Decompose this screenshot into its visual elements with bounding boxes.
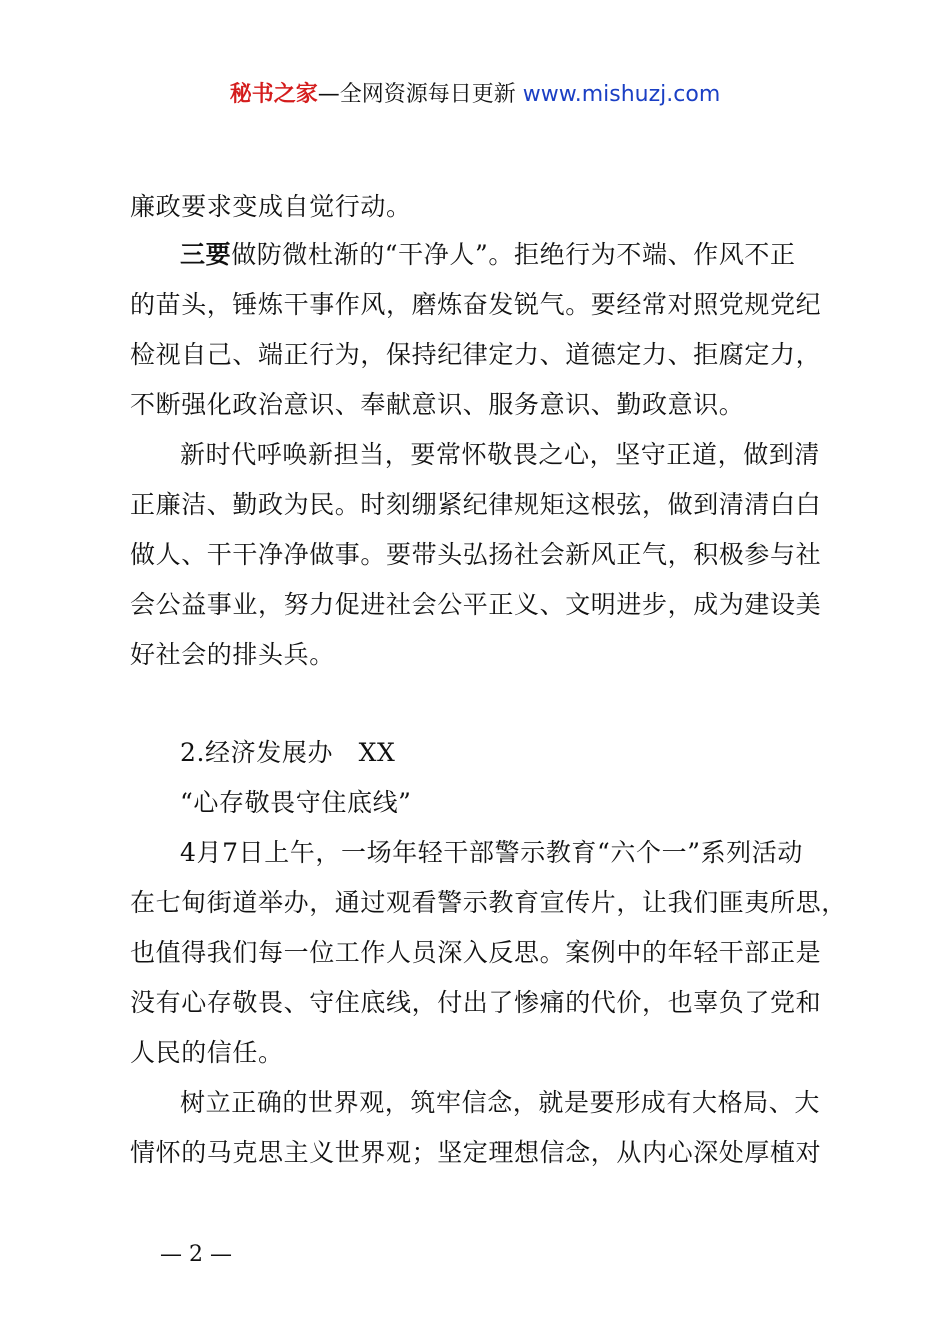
- site-banner: [0, 78, 950, 112]
- paragraph-line: 检视自己、端正行为，保持纪律定力、道德定力、拒腐定力，: [130, 340, 822, 369]
- section-heading: 2.经济发展办 XX: [180, 738, 396, 767]
- site-url-link[interactable]: www.mishuzj.com: [522, 82, 721, 107]
- paragraph-line: 在七甸街道举办，通过观看警示教育宣传片，让我们匪夷所思，: [130, 888, 847, 917]
- emphasis-label: 三要: [180, 240, 232, 269]
- paragraph-text: 做防微杜渐的“干净人”。拒绝行为不端、作风不正: [231, 240, 796, 269]
- brand-name: 秘书之家: [229, 82, 318, 107]
- paragraph-line: 的苗头，锤炼干事作风，磨炼奋发锐气。要经常对照党规党纪: [130, 290, 822, 319]
- paragraph-line: 没有心存敬畏、守住底线，付出了惨痛的代价，也辜负了党和: [130, 988, 822, 1017]
- paragraph-line: 人民的信任。: [130, 1038, 284, 1067]
- paragraph-line: 不断强化政治意识、奉献意识、服务意识、勤政意识。: [130, 390, 745, 419]
- paragraph-line: 好社会的排头兵。: [130, 640, 335, 669]
- paragraph-line: 会公益事业，努力促进社会公平正义、文明进步，成为建设美: [130, 590, 822, 619]
- paragraph-line: 树立正确的世界观，筑牢信念，就是要形成有大格局、大: [180, 1088, 821, 1117]
- banner-tagline: —全网资源每日更新: [317, 82, 516, 107]
- paragraph-line: 情怀的马克思主义世界观；坚定理想信念，从内心深处厚植对: [130, 1138, 822, 1167]
- paragraph-line: [180, 238, 796, 272]
- paragraph-line: 做人、干干净净做事。要带头弘扬社会新风正气，积极参与社: [130, 540, 822, 569]
- paragraph-line: 新时代呼唤新担当，要常怀敬畏之心，坚守正道，做到清: [180, 440, 821, 469]
- paragraph-line: 4月7日上午，一场年轻干部警示教育“六个一”系列活动: [180, 838, 803, 867]
- article-title: “心存敬畏守住底线”: [180, 788, 412, 817]
- paragraph-line: 正廉洁、勤政为民。时刻绷紧纪律规矩这根弦，做到清清白白: [130, 490, 822, 519]
- paragraph-line: 廉政要求变成自觉行动。: [130, 192, 412, 221]
- page-number: — 2 —: [160, 1242, 232, 1267]
- paragraph-line: 也值得我们每一位工作人员深入反思。案例中的年轻干部正是: [130, 938, 822, 967]
